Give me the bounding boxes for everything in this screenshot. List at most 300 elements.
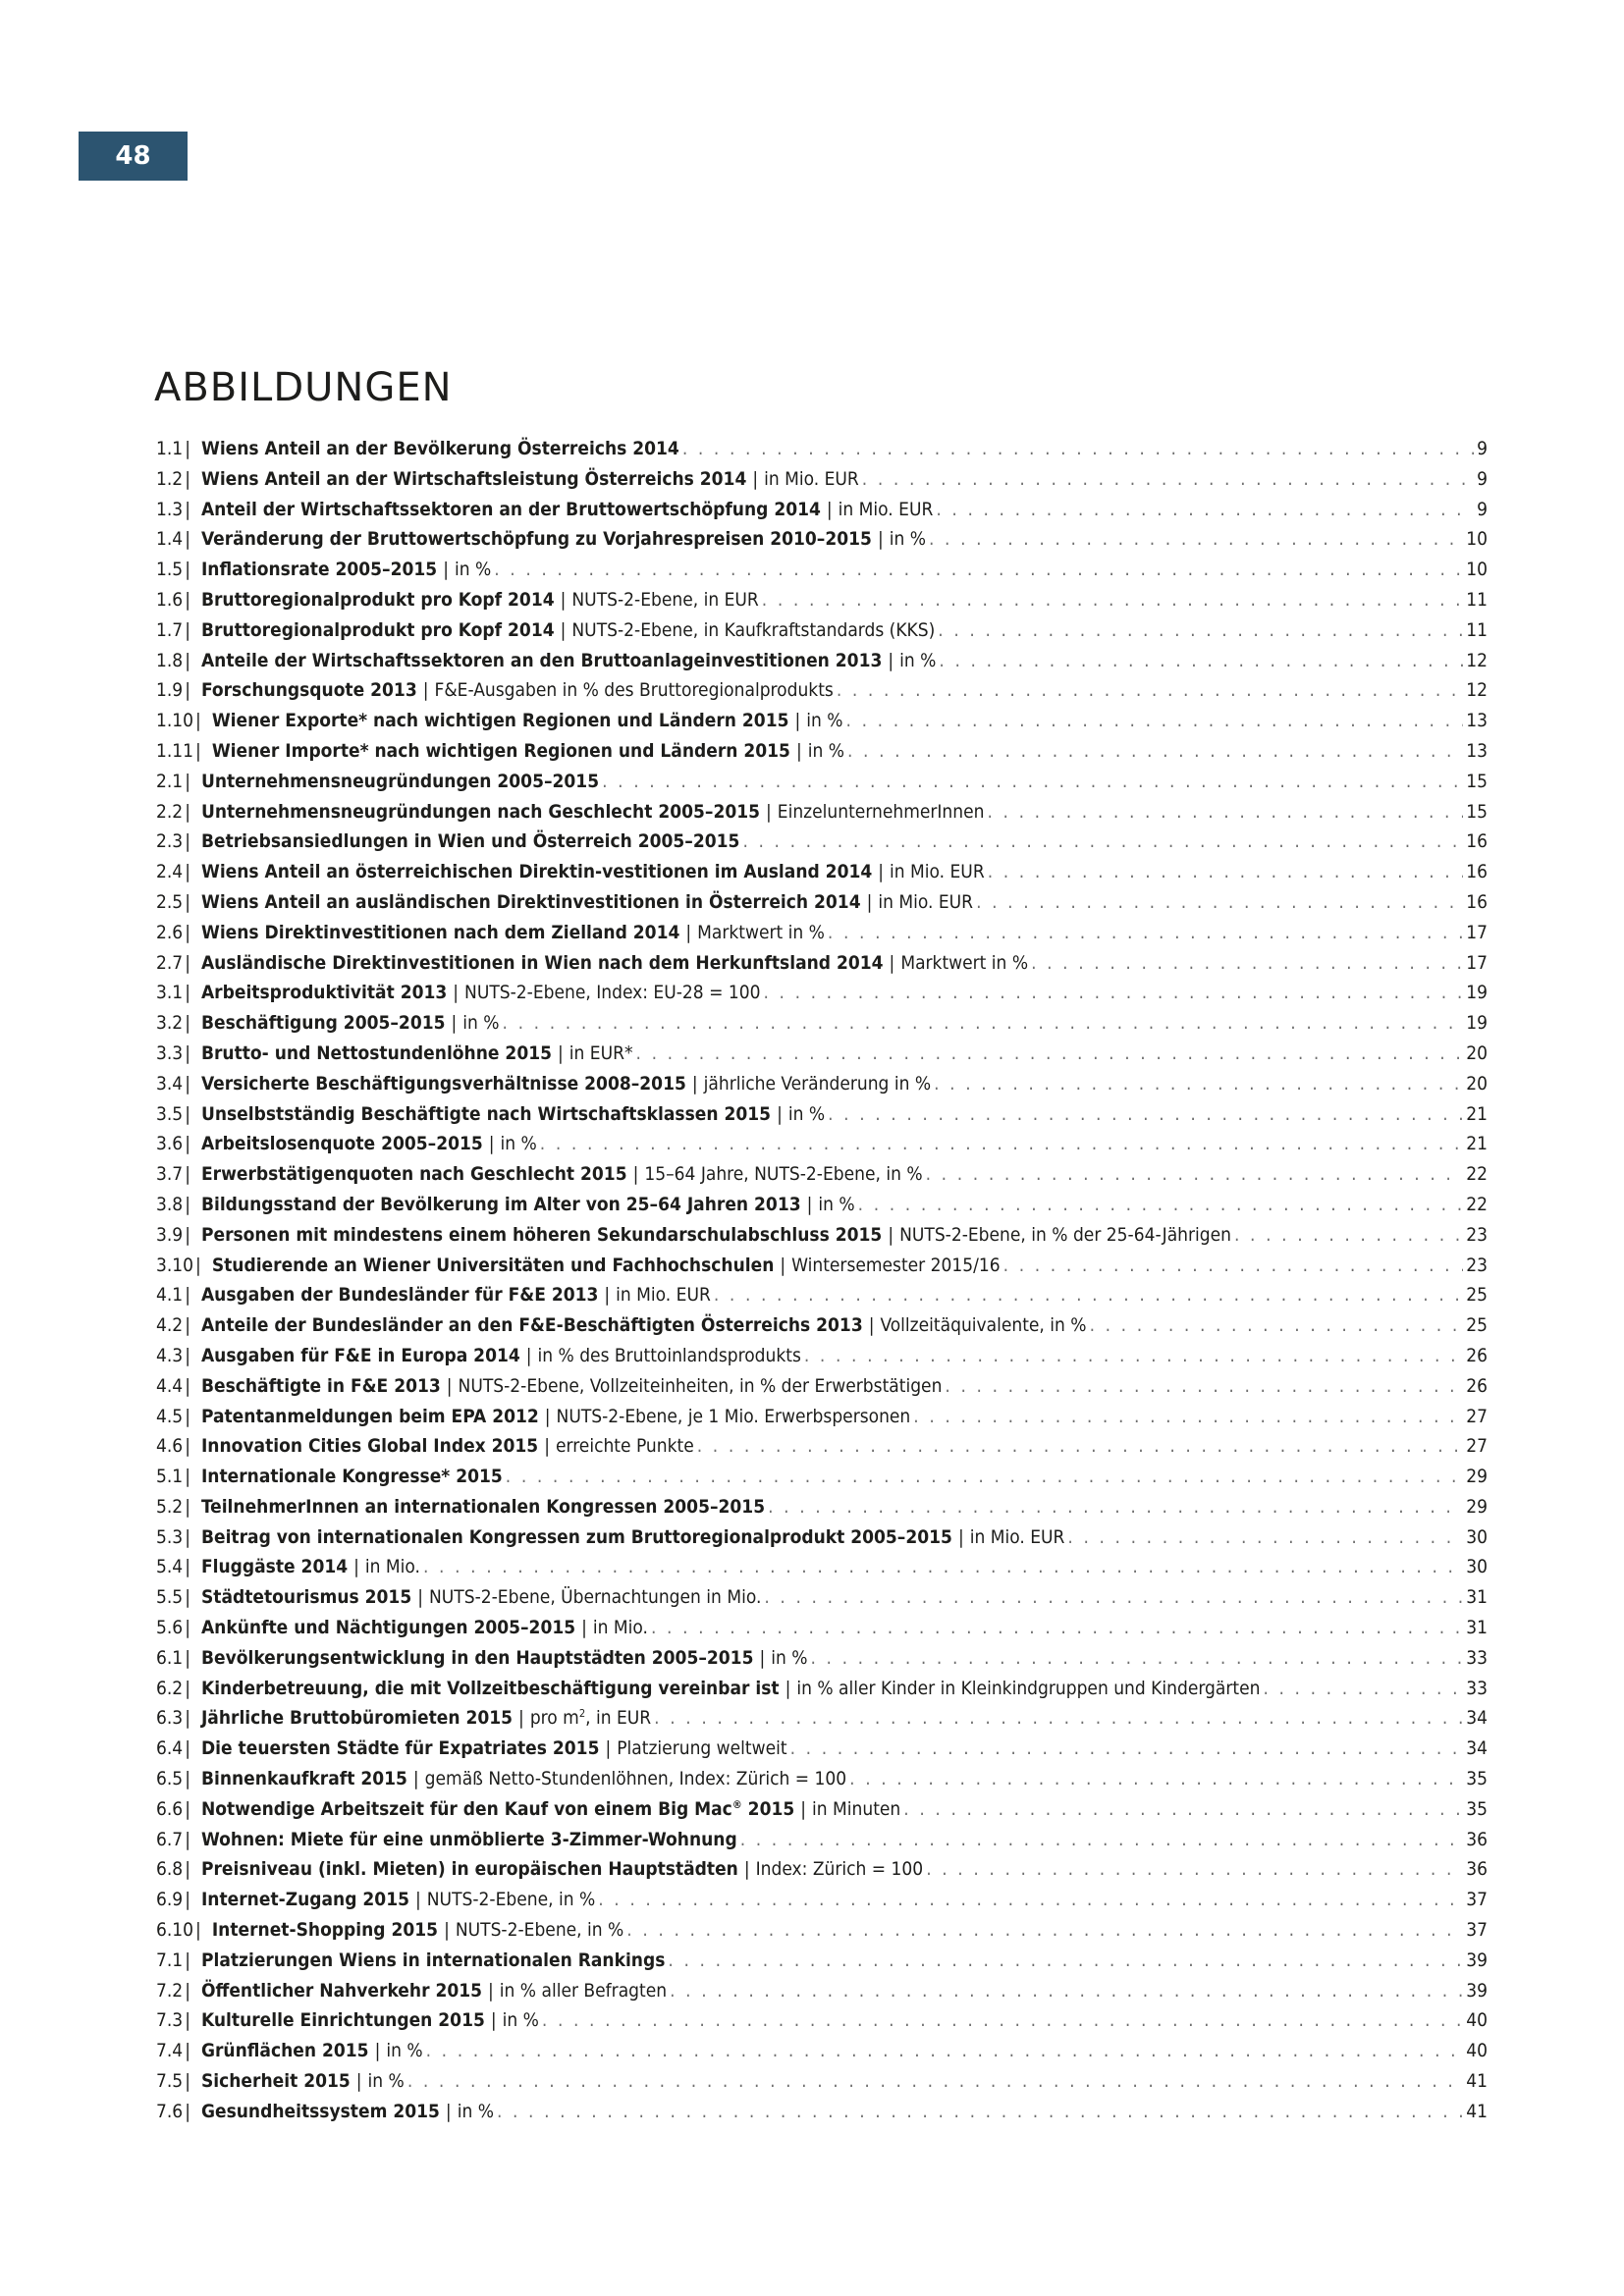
- entry-separator: |: [185, 528, 190, 551]
- entry-number: 4.2: [156, 1314, 184, 1337]
- toc-entry[interactable]: [156, 1825, 1488, 1855]
- entry-title-text: Platzierungen Wiens in internationalen Rankings: [200, 1949, 666, 1971]
- dot-leader: [668, 1946, 1463, 1976]
- entry-number: 3.1: [156, 982, 184, 1004]
- toc-entry[interactable]: [156, 2036, 1488, 2066]
- dot-leader: [1234, 1220, 1463, 1251]
- entry-subtitle-text: in EUR*: [568, 1041, 633, 1064]
- entry-title: [212, 706, 789, 736]
- entry-separator: |: [632, 1163, 639, 1186]
- toc-entry[interactable]: [156, 1069, 1488, 1099]
- toc-entry[interactable]: [156, 1854, 1488, 1885]
- entry-separator: |: [185, 1979, 190, 2002]
- entry-page-number: 30: [1466, 1525, 1488, 1548]
- entry-page-number: 13: [1466, 739, 1488, 762]
- dot-leader: [626, 1915, 1463, 1946]
- entry-number: 2.1: [156, 770, 184, 792]
- entry-number: 5.3: [156, 1525, 184, 1548]
- entry-title: [201, 978, 447, 1008]
- dot-leader: [913, 1402, 1463, 1432]
- entry-separator: |: [185, 2040, 190, 2062]
- entry-subtitle-text: in %: [806, 710, 843, 732]
- entry-page-number: 15: [1466, 800, 1488, 823]
- entry-subtitle-text: in % des Bruttoinlandsprodukts: [537, 1344, 801, 1366]
- entry-page-number: 41: [1466, 2070, 1488, 2093]
- entry-subtitle-text: in Mio.: [364, 1556, 420, 1578]
- entry-subtitle-text: NUTS-2-Ebene, in EUR: [571, 588, 759, 611]
- entry-separator: |: [353, 1556, 359, 1578]
- toc-entry[interactable]: [156, 1946, 1488, 1976]
- toc-entry[interactable]: [156, 918, 1488, 948]
- entry-separator: |: [185, 830, 190, 853]
- entry-title: [201, 555, 437, 585]
- entry-title-text: Unternehmensneugründungen nach Geschlecht 2005–2015: [200, 800, 761, 823]
- entry-page-number: 21: [1466, 1102, 1488, 1125]
- entry-title-text: Beschäftigte in F&E 2013: [200, 1374, 441, 1397]
- entry-number: 3.4: [156, 1072, 184, 1095]
- dot-leader: [740, 1825, 1464, 1855]
- toc-entry[interactable]: [156, 1371, 1488, 1402]
- entry-subtitle-superscript: 2: [578, 1707, 586, 1721]
- entry-title-text: Innovation Cities Global Index 2015: [200, 1435, 539, 1458]
- entry-subtitle-text: in % aller Kinder in Kleinkindgruppen und Kindergärten: [796, 1677, 1261, 1699]
- toc-entry[interactable]: [156, 495, 1488, 525]
- entry-page-number: 20: [1466, 1072, 1488, 1095]
- entry-separator: |: [185, 1466, 190, 1488]
- entry-page-number: 22: [1466, 1163, 1488, 1186]
- entry-separator: |: [558, 1041, 564, 1064]
- entry-separator: |: [185, 800, 190, 823]
- entry-number: 6.8: [156, 1858, 184, 1881]
- entry-subtitle: [435, 675, 834, 706]
- entry-number: 1.11: [156, 739, 194, 762]
- toc-entry[interactable]: [156, 2097, 1488, 2127]
- entry-number: 1.2: [156, 467, 184, 490]
- dot-leader: [423, 1552, 1463, 1582]
- toc-entry[interactable]: [156, 1099, 1488, 1130]
- entry-subtitle-text: in %: [500, 1133, 537, 1155]
- entry-subtitle-text: in Minuten: [812, 1797, 901, 1820]
- entry-subtitle-text: in Mio. EUR: [969, 1525, 1065, 1548]
- entry-separator: |: [185, 1163, 190, 1186]
- entry-subtitle: [427, 1885, 595, 1915]
- dot-leader: [768, 1492, 1463, 1522]
- entry-number: 5.5: [156, 1586, 184, 1609]
- toc-entry[interactable]: [156, 1190, 1488, 1220]
- entry-separator: |: [446, 1374, 453, 1397]
- entry-title: [212, 1251, 775, 1281]
- entry-separator: |: [868, 1314, 875, 1337]
- entry-subtitle-text: in %: [771, 1646, 808, 1669]
- toc-entry[interactable]: [156, 736, 1488, 767]
- entry-title: [201, 1552, 348, 1582]
- entry-title-text: Ankünfte und Nächtigungen 2005–2015: [200, 1617, 576, 1639]
- entry-title: [201, 1946, 665, 1976]
- page-number-badge: 48: [79, 132, 188, 181]
- entry-page-number: 21: [1466, 1133, 1488, 1155]
- entry-title-text: Internet-Zugang 2015: [200, 1889, 409, 1911]
- entry-separator: |: [417, 1586, 423, 1609]
- entry-title: [201, 1039, 552, 1069]
- toc-entry[interactable]: [156, 1976, 1488, 2006]
- entry-number: 1.6: [156, 588, 184, 611]
- dot-leader: [506, 1462, 1463, 1492]
- entry-subtitle-text: in Mio. EUR: [878, 890, 974, 913]
- dot-leader: [1067, 1522, 1463, 1553]
- entry-subtitle-text: in Mio. EUR: [890, 861, 985, 883]
- entry-separator: |: [185, 1284, 190, 1307]
- entry-subtitle: [881, 1310, 1087, 1341]
- toc-entry[interactable]: [156, 1643, 1488, 1674]
- entry-subtitle: [571, 585, 758, 615]
- toc-entry[interactable]: [156, 434, 1488, 464]
- entry-separator: |: [185, 618, 190, 641]
- dot-leader: [929, 524, 1463, 555]
- dot-leader: [654, 1703, 1463, 1734]
- entry-separator: |: [185, 1041, 190, 1064]
- toc-entry[interactable]: [156, 1613, 1488, 1643]
- entry-title-text: Betriebsansiedlungen in Wien und Österreich 2005–2015: [200, 830, 740, 853]
- toc-entry[interactable]: [156, 1794, 1488, 1825]
- toc-entry[interactable]: [156, 1885, 1488, 1915]
- entry-number: 6.9: [156, 1889, 184, 1911]
- toc-entry[interactable]: [156, 615, 1488, 646]
- entry-separator: |: [490, 2009, 497, 2032]
- entry-number: 6.7: [156, 1828, 184, 1850]
- entry-separator: |: [451, 1012, 458, 1035]
- entry-number: 7.1: [156, 1949, 184, 1971]
- entry-title-text: Kulturelle Einrichtungen 2015: [200, 2009, 485, 2032]
- entry-title-text: Wohnen: Miete für eine unmöblierte 3-Zimmer-Wohnung: [200, 1828, 737, 1850]
- entry-title-text: Preisniveau (inkl. Mieten) in europäischen Hauptstädten: [200, 1858, 738, 1881]
- entry-separator: |: [794, 710, 801, 732]
- entry-separator: |: [185, 1495, 190, 1518]
- toc-entry[interactable]: [156, 857, 1488, 887]
- entry-number: 5.6: [156, 1617, 184, 1639]
- toc-entry[interactable]: [156, 2066, 1488, 2097]
- entry-separator: |: [185, 1586, 190, 1609]
- toc-entry[interactable]: [156, 1492, 1488, 1522]
- toc-entry[interactable]: [156, 978, 1488, 1008]
- entry-separator: |: [691, 1072, 698, 1095]
- entry-separator: |: [185, 1768, 190, 1790]
- entry-number: 3.6: [156, 1133, 184, 1155]
- entry-title: [201, 797, 760, 828]
- entry-title: [201, 1643, 754, 1674]
- entry-separator: |: [195, 1254, 201, 1276]
- entry-subtitle-text: EinzelunternehmerInnen: [777, 800, 985, 823]
- entry-title: [201, 1129, 483, 1159]
- toc-entry[interactable]: [156, 1159, 1488, 1190]
- dot-leader: [682, 434, 1474, 464]
- entry-number: 2.3: [156, 830, 184, 853]
- toc-entry[interactable]: [156, 1674, 1488, 1704]
- entry-separator: |: [604, 1284, 611, 1307]
- entry-separator: |: [185, 1405, 190, 1427]
- entry-separator: |: [185, 1646, 190, 1669]
- entry-separator: |: [185, 1889, 190, 1911]
- dot-leader: [790, 1734, 1464, 1764]
- entry-number: 7.5: [156, 2070, 184, 2093]
- toc-entry[interactable]: [156, 1915, 1488, 1946]
- entry-title-text: Wiens Direktinvestitionen nach dem Zielland 2014: [200, 921, 680, 943]
- entry-subtitle-text: in %: [787, 1102, 826, 1125]
- entry-subtitle: [808, 736, 844, 767]
- entry-page-number: 16: [1466, 890, 1488, 913]
- toc-entry[interactable]: [156, 1431, 1488, 1462]
- entry-title-text: Bruttoregionalprodukt pro Kopf 2014: [200, 618, 555, 641]
- entry-subtitle: [899, 646, 936, 676]
- entry-number: 7.6: [156, 2100, 184, 2122]
- entry-subtitle-text: Vollzeitäquivalente, in %: [880, 1314, 1087, 1337]
- entry-page-number: 33: [1466, 1677, 1488, 1699]
- entry-page-number: 29: [1466, 1495, 1488, 1518]
- entry-subtitle-text: in Mio.: [592, 1617, 648, 1639]
- entry-separator: |: [453, 982, 460, 1004]
- entry-subtitle-text: in %: [889, 528, 926, 551]
- entry-separator: |: [806, 1193, 813, 1215]
- entry-separator: |: [185, 649, 190, 671]
- entry-subtitle: [791, 1251, 1001, 1281]
- toc-entry[interactable]: [156, 1341, 1488, 1371]
- toc-entry[interactable]: [156, 1251, 1488, 1281]
- toc-entry[interactable]: [156, 1582, 1488, 1613]
- entry-subtitle-text: in Mio. EUR: [616, 1284, 711, 1307]
- entry-separator: |: [560, 588, 567, 611]
- entry-page-number: 34: [1466, 1737, 1488, 1760]
- dot-leader: [1263, 1674, 1463, 1704]
- toc-entry[interactable]: [156, 1008, 1488, 1039]
- entry-separator: |: [195, 1919, 201, 1942]
- toc-entry[interactable]: [156, 464, 1488, 495]
- toc-entry[interactable]: [156, 555, 1488, 585]
- entry-number: 6.10: [156, 1919, 194, 1942]
- dot-leader: [497, 2097, 1463, 2127]
- entry-title-text: Kinderbetreuung, die mit Vollzeitbeschäftigung vereinbar ist: [200, 1677, 780, 1699]
- entry-page-number: 40: [1466, 2040, 1488, 2062]
- entry-number: 1.4: [156, 528, 184, 551]
- entry-page-number: 11: [1466, 588, 1488, 611]
- entry-number: 6.2: [156, 1677, 184, 1699]
- toc-entry[interactable]: [156, 797, 1488, 828]
- entry-subtitle-text: Marktwert in %: [697, 921, 825, 943]
- entry-subtitle: [704, 1069, 931, 1099]
- dot-leader: [828, 1099, 1463, 1130]
- entry-separator: |: [518, 1707, 524, 1730]
- entry-separator: |: [412, 1768, 419, 1790]
- entry-page-number: 19: [1466, 982, 1488, 1004]
- entry-separator: |: [185, 1374, 190, 1397]
- toc-entry[interactable]: [156, 706, 1488, 736]
- entry-title-text: Gesundheitssystem 2015: [200, 2100, 440, 2122]
- entry-title-text: Internationale Kongresse* 2015: [200, 1466, 503, 1488]
- entry-title: [201, 646, 882, 676]
- toc-entry[interactable]: [156, 827, 1488, 857]
- entry-separator: |: [185, 2100, 190, 2122]
- entry-title: [212, 1915, 438, 1946]
- entry-separator: |: [185, 1012, 190, 1035]
- entry-separator: |: [878, 861, 885, 883]
- entry-number: 7.4: [156, 2040, 184, 2062]
- dot-leader: [426, 2036, 1464, 2066]
- entry-separator: |: [766, 800, 772, 823]
- entry-subtitle: [455, 555, 491, 585]
- toc-entry[interactable]: [156, 1280, 1488, 1310]
- dot-leader: [540, 1129, 1463, 1159]
- entry-number: 5.2: [156, 1495, 184, 1518]
- entry-subtitle-text: in %: [818, 1193, 855, 1215]
- entry-page-number: 17: [1466, 951, 1488, 974]
- toc-entry[interactable]: [156, 1462, 1488, 1492]
- entry-separator: |: [785, 1677, 791, 1699]
- dot-leader: [742, 827, 1463, 857]
- entry-separator: |: [422, 679, 429, 702]
- entry-subtitle: [697, 918, 825, 948]
- toc-entry[interactable]: [156, 524, 1488, 555]
- entry-title: [212, 736, 790, 767]
- entry-separator: |: [445, 2100, 452, 2122]
- entry-title-text: Jährliche Bruttobüromieten 2015: [200, 1707, 514, 1730]
- entry-subtitle-text: Marktwert in %: [900, 951, 1029, 974]
- entry-separator: |: [185, 861, 190, 883]
- toc-entry[interactable]: [156, 1220, 1488, 1251]
- dot-leader: [804, 1341, 1463, 1371]
- entry-title: [201, 2066, 351, 2097]
- entry-subtitle: [459, 1371, 943, 1402]
- entry-number: 1.10: [156, 710, 194, 732]
- entry-page-number: 15: [1466, 770, 1488, 792]
- entry-subtitle: [571, 615, 935, 646]
- entry-page-number: 39: [1466, 1979, 1488, 2002]
- entry-subtitle: [464, 978, 760, 1008]
- entry-page-number: 12: [1466, 649, 1488, 671]
- entry-title: [201, 615, 555, 646]
- entry-title: [201, 1582, 411, 1613]
- dot-leader: [939, 646, 1463, 676]
- entry-number: 7.3: [156, 2009, 184, 2032]
- entry-number: 1.3: [156, 498, 184, 520]
- dot-leader: [945, 1371, 1463, 1402]
- entry-title-text: Bevölkerungsentwicklung in den Hauptstädten 2005–2015: [200, 1646, 754, 1669]
- entry-title-text: Grünflächen 2015: [200, 2040, 369, 2062]
- entry-separator: |: [444, 1919, 450, 1942]
- entry-page-number: 29: [1466, 1466, 1488, 1488]
- entry-subtitle-text: NUTS-2-Ebene, in %: [455, 1919, 624, 1942]
- entry-title: [201, 524, 872, 555]
- entry-number: 3.8: [156, 1193, 184, 1215]
- toc-entry[interactable]: [156, 646, 1488, 676]
- entry-separator: |: [777, 1102, 783, 1125]
- entry-separator: |: [374, 2040, 381, 2062]
- entry-subtitle: [556, 1431, 694, 1462]
- entry-title: [201, 1976, 482, 2006]
- entry-number: 3.7: [156, 1163, 184, 1186]
- entry-title-text: Inflationsrate 2005–2015: [200, 559, 438, 581]
- dot-leader: [926, 1159, 1464, 1190]
- entry-page-number: 33: [1466, 1646, 1488, 1669]
- entry-page-number: 27: [1466, 1405, 1488, 1427]
- dot-leader: [847, 736, 1463, 767]
- entry-page-number: 23: [1466, 1223, 1488, 1246]
- dot-leader: [934, 1069, 1463, 1099]
- entry-title-text: Unternehmensneugründungen 2005–2015: [200, 770, 600, 792]
- entry-page-number: 9: [1477, 438, 1488, 459]
- entry-subtitle-text: NUTS-2-Ebene, Vollzeiteinheiten, in % der Erwerbstätigen: [458, 1374, 943, 1397]
- toc-entry[interactable]: [156, 1552, 1488, 1582]
- entry-title: [201, 434, 679, 464]
- dot-leader: [936, 495, 1474, 525]
- entry-subtitle: [425, 1764, 846, 1794]
- toc-entry[interactable]: [156, 1764, 1488, 1794]
- entry-title: [201, 827, 739, 857]
- entry-page-number: 37: [1466, 1889, 1488, 1911]
- toc-entry[interactable]: [156, 1522, 1488, 1553]
- entry-title-text: Unselbstständig Beschäftigte nach Wirtschaftsklassen 2015: [200, 1102, 772, 1125]
- entry-title: [201, 1885, 409, 1915]
- entry-page-number: 25: [1466, 1284, 1488, 1307]
- entry-title-text: Sicherheit 2015: [200, 2070, 351, 2093]
- entry-subtitle-text: in %: [899, 649, 937, 671]
- entry-subtitle: [764, 464, 859, 495]
- entry-number: 3.10: [156, 1254, 194, 1276]
- entry-separator: |: [185, 770, 190, 792]
- entry-number: 5.4: [156, 1556, 184, 1578]
- toc-entry[interactable]: [156, 1402, 1488, 1432]
- entry-number: 3.2: [156, 1012, 184, 1035]
- toc-entry[interactable]: [156, 1129, 1488, 1159]
- entry-title: [201, 2097, 440, 2127]
- dot-leader: [1090, 1310, 1464, 1341]
- toc-entry[interactable]: [156, 2005, 1488, 2036]
- dot-leader: [598, 1885, 1463, 1915]
- entry-separator: |: [888, 649, 894, 671]
- dot-leader: [987, 797, 1463, 828]
- entry-number: 5.1: [156, 1466, 184, 1488]
- toc-entry[interactable]: [156, 675, 1488, 706]
- toc-entry[interactable]: [156, 1703, 1488, 1734]
- entry-title-text: Versicherte Beschäftigungsverhältnisse 2008–2015: [200, 1072, 686, 1095]
- entry-title-text: Ausgaben der Bundesländer für F&E 2013: [200, 1284, 599, 1307]
- entry-separator: |: [185, 1677, 190, 1699]
- entry-subtitle: [890, 857, 985, 887]
- entry-number: 6.3: [156, 1707, 184, 1730]
- entry-subtitle-text: NUTS-2-Ebene, Übernachtungen in Mio.: [428, 1586, 762, 1609]
- toc-entry[interactable]: [156, 1310, 1488, 1341]
- entry-page-number: 31: [1466, 1586, 1488, 1609]
- toc-entry[interactable]: [156, 767, 1488, 797]
- entry-number: 2.7: [156, 951, 184, 974]
- toc-entry[interactable]: [156, 1039, 1488, 1069]
- entry-title-text: Wiener Importe* nach wichtigen Regionen und Ländern 2015: [211, 739, 790, 762]
- entry-title-text: Arbeitsproduktivität 2013: [200, 982, 448, 1004]
- toc-entry[interactable]: [156, 585, 1488, 615]
- entry-subtitle: [839, 495, 934, 525]
- toc-entry[interactable]: [156, 887, 1488, 918]
- toc-entry[interactable]: [156, 948, 1488, 979]
- entry-separator: |: [560, 618, 567, 641]
- entry-title: [201, 1341, 520, 1371]
- entry-separator: |: [185, 1858, 190, 1881]
- entry-subtitle-text: in %: [454, 559, 492, 581]
- entry-number: 1.9: [156, 679, 184, 702]
- dot-leader: [858, 1190, 1464, 1220]
- entry-number: 3.3: [156, 1041, 184, 1064]
- toc-entry[interactable]: [156, 1734, 1488, 1764]
- entry-subtitle: [538, 1341, 801, 1371]
- entry-separator: |: [185, 679, 190, 702]
- entry-title: [201, 1492, 765, 1522]
- entry-separator: |: [866, 890, 873, 913]
